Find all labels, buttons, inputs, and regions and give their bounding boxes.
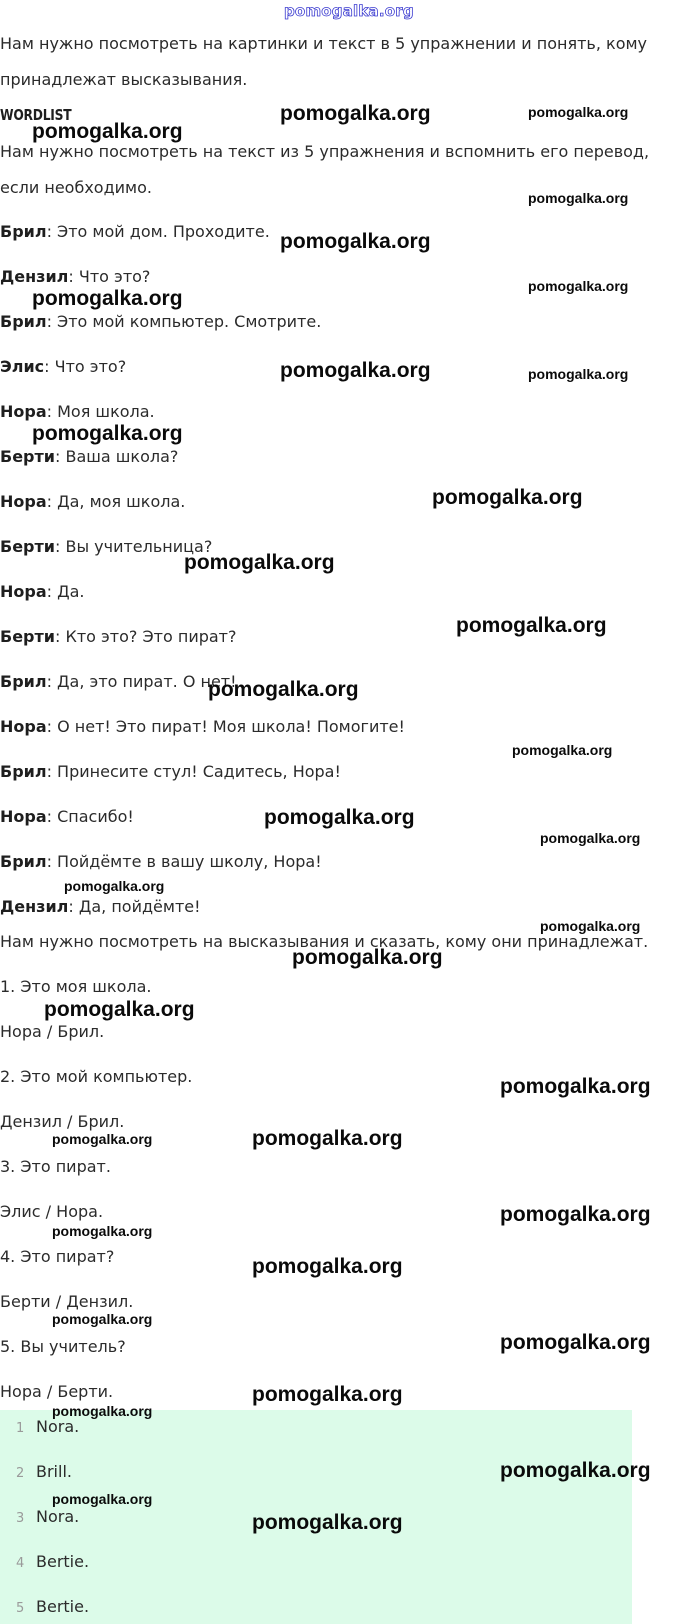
watermark: pomogalka.org — [540, 918, 641, 934]
answer-text: Brill. — [36, 1462, 72, 1481]
watermark: pomogalka.org — [280, 230, 431, 253]
answer-number: 3 — [16, 1511, 25, 1526]
answer-item — [16, 1417, 79, 1439]
watermark: pomogalka.org — [280, 359, 431, 382]
watermark: pomogalka.org — [500, 1075, 651, 1098]
speaker-name: Дензил — [0, 267, 69, 286]
dialogue-line — [0, 267, 150, 287]
answer-item — [16, 1507, 79, 1529]
watermark: pomogalka.org — [252, 1383, 403, 1406]
watermark: pomogalka.org — [264, 806, 415, 829]
question-text: 5. Вы учитель? — [0, 1337, 126, 1356]
watermark: pomogalka.org — [52, 1311, 153, 1327]
dialogue-line — [0, 357, 126, 377]
watermark: pomogalka.org — [184, 551, 335, 574]
watermark: pomogalka.org — [528, 278, 629, 294]
question-text: 3. Это пират. — [0, 1157, 111, 1176]
dialogue-line — [0, 402, 155, 422]
intro-line-2: принадлежат высказывания. — [0, 70, 248, 89]
speaker-name: Нора — [0, 402, 47, 421]
speech-text: : Спасибо! — [46, 807, 134, 826]
dialogue-line — [0, 897, 201, 917]
speaker-name: Нора — [0, 492, 47, 511]
speaker-name: Элис — [0, 357, 45, 376]
speech-text: : Кто это? Это пират? — [54, 627, 237, 646]
watermark: pomogalka.org — [32, 120, 183, 143]
watermark: pomogalka.org — [540, 830, 641, 846]
task-text: Нам нужно посмотреть на высказывания и сказать, кому они принадлежат. — [0, 932, 649, 951]
speaker-name: Брил — [0, 672, 47, 691]
watermark: pomogalka.org — [52, 1403, 153, 1419]
answer-number: 4 — [16, 1556, 25, 1571]
speech-text: : Что это? — [68, 267, 151, 286]
question-text: 2. Это мой компьютер. — [0, 1067, 193, 1086]
question-options: Нора / Берти. — [0, 1382, 114, 1401]
dialogue-line — [0, 537, 212, 557]
intro-line-1: Нам нужно посмотреть на картинки и текст в 5 упражнении и понять, кому — [0, 34, 648, 53]
watermark: pomogalka.org — [280, 102, 431, 125]
watermark: pomogalka.org — [528, 190, 629, 206]
dialogue-line — [0, 222, 270, 242]
dialogue-line — [0, 852, 322, 872]
watermark: pomogalka.org — [500, 1331, 651, 1354]
speech-text: : Принесите стул! Садитесь, Нора! — [46, 762, 341, 781]
answer-number: 1 — [16, 1421, 25, 1436]
dialogue-line — [0, 627, 236, 647]
speech-text: : Пойдёмте в вашу школу, Нора! — [46, 852, 322, 871]
site-logo[interactable]: pomogalka.org — [284, 2, 414, 20]
watermark: pomogalka.org — [500, 1203, 651, 1226]
speech-text: : Это мой дом. Проходите. — [46, 222, 270, 241]
watermark: pomogalka.org — [252, 1127, 403, 1150]
speech-text: : Вы учительница? — [54, 537, 213, 556]
speech-text: : Это мой компьютер. Смотрите. — [46, 312, 322, 331]
speaker-name: Брил — [0, 222, 47, 241]
watermark: pomogalka.org — [44, 998, 195, 1021]
answer-item — [16, 1597, 89, 1619]
speech-text: : Да, моя школа. — [46, 492, 186, 511]
question-text: 4. Это пират? — [0, 1247, 115, 1266]
watermark: pomogalka.org — [64, 878, 165, 894]
dialogue-line — [0, 492, 185, 512]
speaker-name: Нора — [0, 717, 47, 736]
speaker-name: Нора — [0, 582, 47, 601]
question-text: 1. Это моя школа. — [0, 977, 152, 996]
speaker-name: Брил — [0, 762, 47, 781]
speech-text: : Да, это пират. О нет! — [46, 672, 237, 691]
speaker-name: Нора — [0, 807, 47, 826]
watermark: pomogalka.org — [32, 422, 183, 445]
watermark: pomogalka.org — [32, 287, 183, 310]
answer-item — [16, 1462, 72, 1484]
watermark: pomogalka.org — [500, 1459, 651, 1482]
answer-number: 5 — [16, 1601, 25, 1616]
watermark: pomogalka.org — [252, 1255, 403, 1278]
wordlist-line-2: если необходимо. — [0, 178, 152, 197]
speaker-name: Берти — [0, 627, 55, 646]
speech-text: : О нет! Это пират! Моя школа! Помогите! — [46, 717, 405, 736]
answer-text: Bertie. — [36, 1597, 90, 1616]
speech-text: : Да. — [46, 582, 85, 601]
answer-item — [16, 1552, 89, 1574]
dialogue-line — [0, 447, 178, 467]
speaker-name: Дензил — [0, 897, 69, 916]
dialogue-line — [0, 717, 405, 737]
dialogue-line — [0, 312, 321, 332]
watermark: pomogalka.org — [52, 1223, 153, 1239]
speech-text: : Ваша школа? — [54, 447, 179, 466]
answer-number: 2 — [16, 1466, 25, 1481]
answer-text: Nora. — [36, 1507, 80, 1526]
answer-text: Nora. — [36, 1417, 80, 1436]
dialogue-line — [0, 762, 341, 782]
answer-text: Bertie. — [36, 1552, 90, 1571]
watermark: pomogalka.org — [252, 1511, 403, 1534]
speaker-name: Берти — [0, 537, 55, 556]
watermark: pomogalka.org — [432, 486, 583, 509]
watermark: pomogalka.org — [52, 1131, 153, 1147]
speaker-name: Берти — [0, 447, 55, 466]
question-options: Берти / Дензил. — [0, 1292, 134, 1311]
watermark: pomogalka.org — [292, 946, 443, 969]
dialogue-line — [0, 582, 85, 602]
watermark: pomogalka.org — [528, 366, 629, 382]
watermark: pomogalka.org — [512, 742, 613, 758]
speech-text: : Да, пойдёмте! — [68, 897, 201, 916]
wordlist-heading: WORDLIST — [0, 106, 72, 124]
question-options: Элис / Нора. — [0, 1202, 104, 1221]
watermark: pomogalka.org — [208, 678, 359, 701]
speech-text: : Моя школа. — [46, 402, 155, 421]
watermark: pomogalka.org — [456, 614, 607, 637]
watermark: pomogalka.org — [528, 104, 629, 120]
speaker-name: Брил — [0, 852, 47, 871]
speech-text: : Что это? — [44, 357, 127, 376]
question-options: Нора / Брил. — [0, 1022, 105, 1041]
question-options: Дензил / Брил. — [0, 1112, 125, 1131]
speaker-name: Брил — [0, 312, 47, 331]
watermark: pomogalka.org — [52, 1491, 153, 1507]
dialogue-line — [0, 807, 134, 827]
wordlist-line-1: Нам нужно посмотреть на текст из 5 упражнения и вспомнить его перевод, — [0, 142, 650, 161]
dialogue-line — [0, 672, 237, 692]
